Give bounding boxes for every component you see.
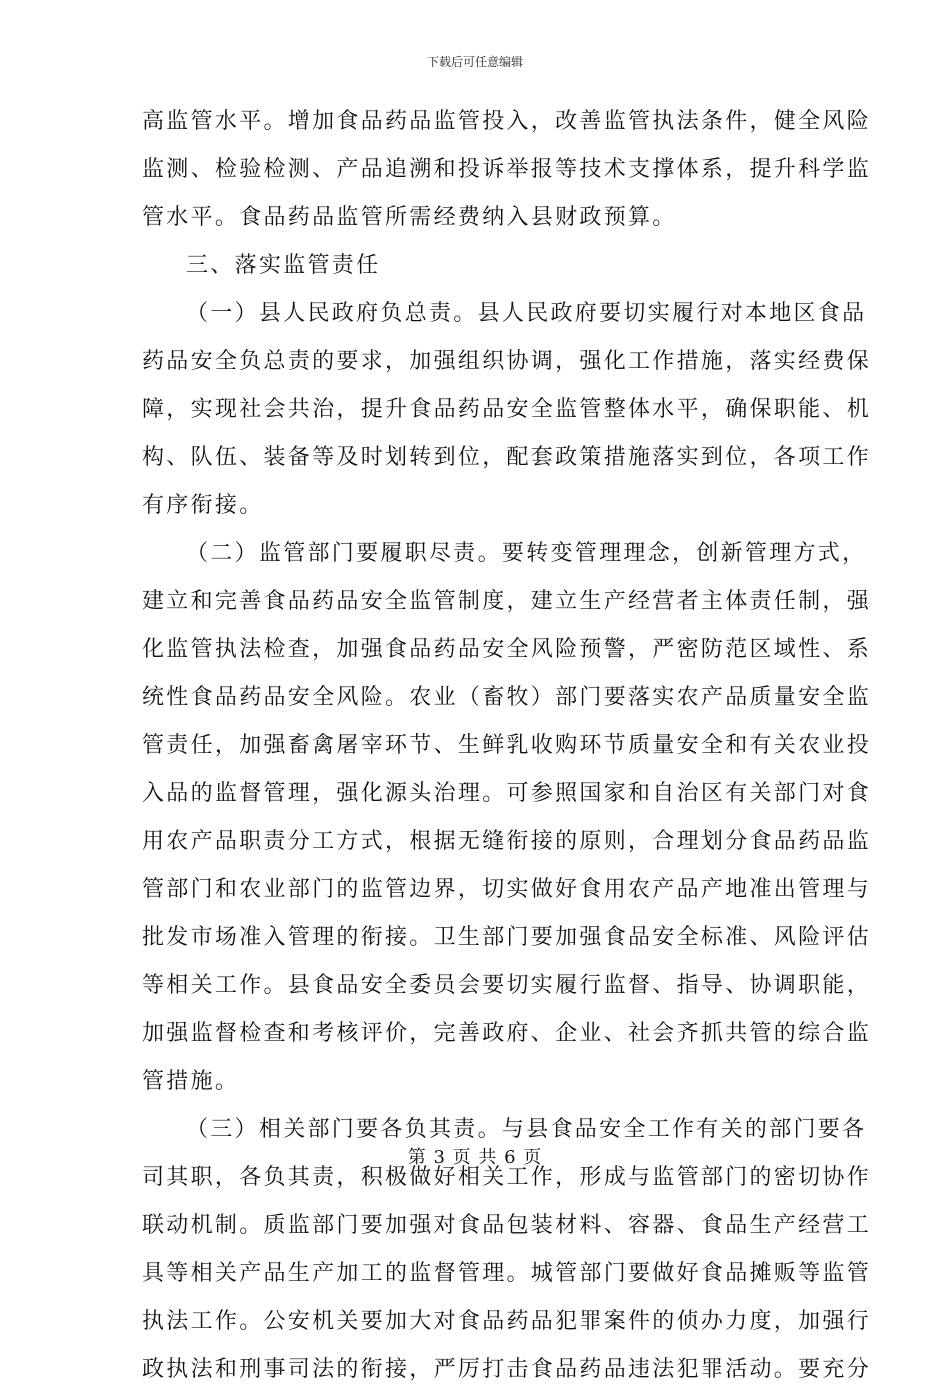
section-heading: 三、落实监管责任 bbox=[186, 253, 381, 278]
body-line: 化监管执法检查，加强食品药品安全风险预警，严密防范区域性、系 bbox=[142, 637, 872, 662]
body-line: 批发市场准入管理的衔接。卫生部门要加强食品安全标准、风险评估 bbox=[142, 925, 872, 950]
page-number: 第 3 页 共 6 页 bbox=[407, 1147, 543, 1168]
document-body bbox=[142, 98, 872, 1394]
body-line: （二）监管部门要履职尽责。要转变管理理念，创新管理方式， bbox=[186, 541, 867, 566]
body-line: 障，实现社会共治，提升食品药品安全监管整体水平，确保职能、机 bbox=[142, 397, 872, 422]
body-line: 联动机制。质监部门要加强对食品包装材料、容器、食品生产经营工 bbox=[142, 1213, 872, 1238]
body-line: 用农产品职责分工方式，根据无缝衔接的原则，合理划分食品药品监 bbox=[142, 829, 872, 854]
body-line: 管水平。食品药品监管所需经费纳入县财政预算。 bbox=[142, 205, 677, 230]
body-line: （三）相关部门要各负其责。与县食品安全工作有关的部门要各 bbox=[186, 1117, 867, 1142]
body-line: 管措施。 bbox=[142, 1069, 240, 1094]
body-line: 有序衔接。 bbox=[142, 493, 264, 518]
body-line: 加强监督检查和考核评价，完善政府、企业、社会齐抓共管的综合监 bbox=[142, 1021, 872, 1046]
body-line: 司其职，各负其责，积极做好相关工作，形成与监管部门的密切协作 bbox=[142, 1165, 872, 1190]
body-line: 入品的监督管理，强化源头治理。可参照国家和自治区有关部门对食 bbox=[142, 781, 872, 806]
body-line: 建立和完善食品药品安全监管制度，建立生产经营者主体责任制，强 bbox=[142, 589, 872, 614]
body-line: 具等相关产品生产加工的监督管理。城管部门要做好食品摊贩等监管 bbox=[142, 1261, 872, 1286]
body-line: 高监管水平。增加食品药品监管投入，改善监管执法条件，健全风险 bbox=[142, 109, 872, 134]
body-line: 统性食品药品安全风险。农业（畜牧）部门要落实农产品质量安全监 bbox=[142, 685, 872, 710]
body-line: 执法工作。公安机关要加大对食品药品犯罪案件的侦办力度，加强行 bbox=[142, 1309, 872, 1334]
body-line: 药品安全负总责的要求，加强组织协调，强化工作措施，落实经费保 bbox=[142, 349, 872, 374]
body-line: （一）县人民政府负总责。县人民政府要切实履行对本地区食品 bbox=[186, 301, 867, 326]
body-line: 监测、检验检测、产品追溯和投诉举报等技术支撑体系，提升科学监 bbox=[142, 157, 872, 182]
body-line: 政执法和刑事司法的衔接，严厉打击食品药品违法犯罪活动。要充分 bbox=[142, 1357, 872, 1382]
body-line: 管部门和农业部门的监管边界，切实做好食用农产品产地准出管理与 bbox=[142, 877, 872, 902]
body-line: 等相关工作。县食品安全委员会要切实履行监督、指导、协调职能， bbox=[142, 973, 872, 998]
page-header: 下载后可任意编辑 bbox=[426, 55, 523, 69]
body-line: 构、队伍、装备等及时划转到位，配套政策措施落实到位，各项工作 bbox=[142, 445, 872, 470]
body-line: 管责任，加强畜禽屠宰环节、生鲜乳收购环节质量安全和有关农业投 bbox=[142, 733, 872, 758]
